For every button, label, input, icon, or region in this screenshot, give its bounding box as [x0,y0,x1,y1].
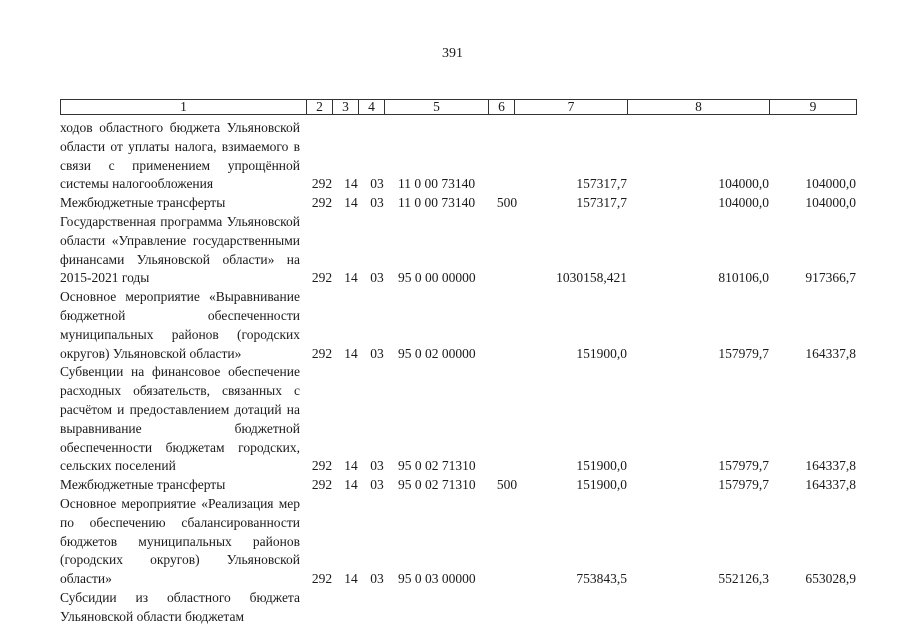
row-amount-col9: 104000,0 [805,176,856,192]
table-row [60,495,856,589]
row-amount-col9: 164337,8 [805,458,856,474]
row-amount-col9 [769,589,856,627]
row-subsection: 03 [370,195,384,211]
row-target-article: 95 0 02 00000 [398,345,476,361]
row-amount-col9: 653028,9 [805,571,856,587]
row-expense-type [494,495,520,589]
row-name: Субвенции на финансовое обеспечение расходных обязательств, связанных с расчётом и предоставлением дотаций на выравнивание бюджетной обеспеченности бюджетам городских, сельских поселений [60,364,300,474]
table-row [60,288,856,363]
row-amount-col8: 104000,0 [718,176,769,192]
row-section: 14 [344,270,358,286]
row-amount-col7: 151900,0 [576,345,627,361]
row-name: Субсидии из областного бюджета Ульяновской области бюджетам [60,589,300,624]
row-target-article: 95 0 00 00000 [398,270,476,286]
row-name: Основное мероприятие «Реализация мер по обеспечению сбалансированности бюджетов муниципальных районов (городских округов) Ульяновской области» [60,495,300,587]
row-ministry-code: 292 [311,270,333,286]
column-header-3: 3 [333,100,359,115]
row-expense-type [494,363,520,476]
table-row [60,363,856,476]
row-expense-type: 500 [496,477,518,493]
row-ministry-code: 292 [311,458,333,474]
column-header-9: 9 [770,100,857,115]
row-target-article: 11 0 00 73140 [398,176,476,192]
row-target-article: 95 0 02 71310 [398,458,476,474]
row-section: 14 [344,176,358,192]
row-subsection: 03 [370,477,384,493]
budget-table [60,119,856,627]
row-amount-col9: 164337,8 [805,345,856,361]
column-header-4: 4 [359,100,385,115]
row-amount-col7: 1030158,421 [556,270,627,286]
row-amount-col7 [520,589,627,627]
table-row [60,476,856,495]
column-header-5: 5 [385,100,489,115]
row-name: Государственная программа Ульяновской области «Управление государственными финансами Ульяновской области» на 2015-2021 годы [60,213,300,286]
row-name: ходов областного бюджета Ульяновской области от уплаты налога, взимаемого в связи с применением упрощённой системы налогообложения [60,120,300,192]
row-section: 14 [344,571,358,587]
row-amount-col8: 157979,7 [718,345,769,361]
row-expense-type [494,589,520,627]
row-amount-col8: 104000,0 [718,195,769,211]
row-section: 14 [344,458,358,474]
table-row [60,119,856,194]
column-header-8: 8 [628,100,770,115]
row-amount-col8: 552126,3 [718,571,769,587]
row-subsection: 03 [370,458,384,474]
table-row [60,213,856,288]
row-expense-type [494,213,520,288]
row-section: 14 [344,345,358,361]
row-ministry-code: 292 [311,176,333,192]
row-amount-col7: 753843,5 [576,571,627,587]
row-subsection: 03 [370,176,384,192]
row-amount-col7: 151900,0 [576,458,627,474]
row-section [338,589,364,627]
row-ministry-code: 292 [311,345,333,361]
row-amount-col7: 151900,0 [576,477,627,493]
row-amount-col8: 157979,7 [718,458,769,474]
table-row [60,589,856,627]
row-ministry-code: 292 [311,571,333,587]
row-section: 14 [344,477,358,493]
row-name: Межбюджетные трансферты [60,477,226,493]
row-amount-col9: 917366,7 [805,270,856,286]
row-ministry-code: 292 [311,477,333,493]
row-amount-col8: 157979,7 [718,477,769,493]
row-ministry-code: 292 [311,195,333,211]
row-subsection [364,589,390,627]
row-amount-col8 [627,589,769,627]
row-expense-type: 500 [496,195,518,211]
row-target-article: 95 0 02 71310 [398,477,476,493]
row-target-article: 95 0 03 00000 [398,571,476,587]
row-expense-type [494,119,520,194]
row-ministry-code [306,589,338,627]
row-amount-col9: 104000,0 [805,195,856,211]
row-section: 14 [344,195,358,211]
row-subsection: 03 [370,345,384,361]
row-subsection: 03 [370,270,384,286]
column-header-table [60,99,857,115]
row-amount-col7: 157317,7 [576,195,627,211]
row-target-article [390,589,494,627]
table-row [60,194,856,213]
column-header-7: 7 [515,100,628,115]
row-amount-col7: 157317,7 [576,176,627,192]
row-subsection: 03 [370,571,384,587]
row-amount-col9: 164337,8 [805,477,856,493]
row-amount-col8: 810106,0 [718,270,769,286]
column-header-6: 6 [489,100,515,115]
column-header-2: 2 [307,100,333,115]
column-header-1: 1 [61,100,307,115]
row-expense-type [494,288,520,363]
page-number: 391 [442,46,463,61]
row-name: Межбюджетные трансферты [60,195,226,211]
row-target-article: 11 0 00 73140 [398,195,476,211]
row-name: Основное мероприятие «Выравнивание бюджетной обеспеченности муниципальных районов (городских округов) Ульяновской области» [60,289,300,361]
